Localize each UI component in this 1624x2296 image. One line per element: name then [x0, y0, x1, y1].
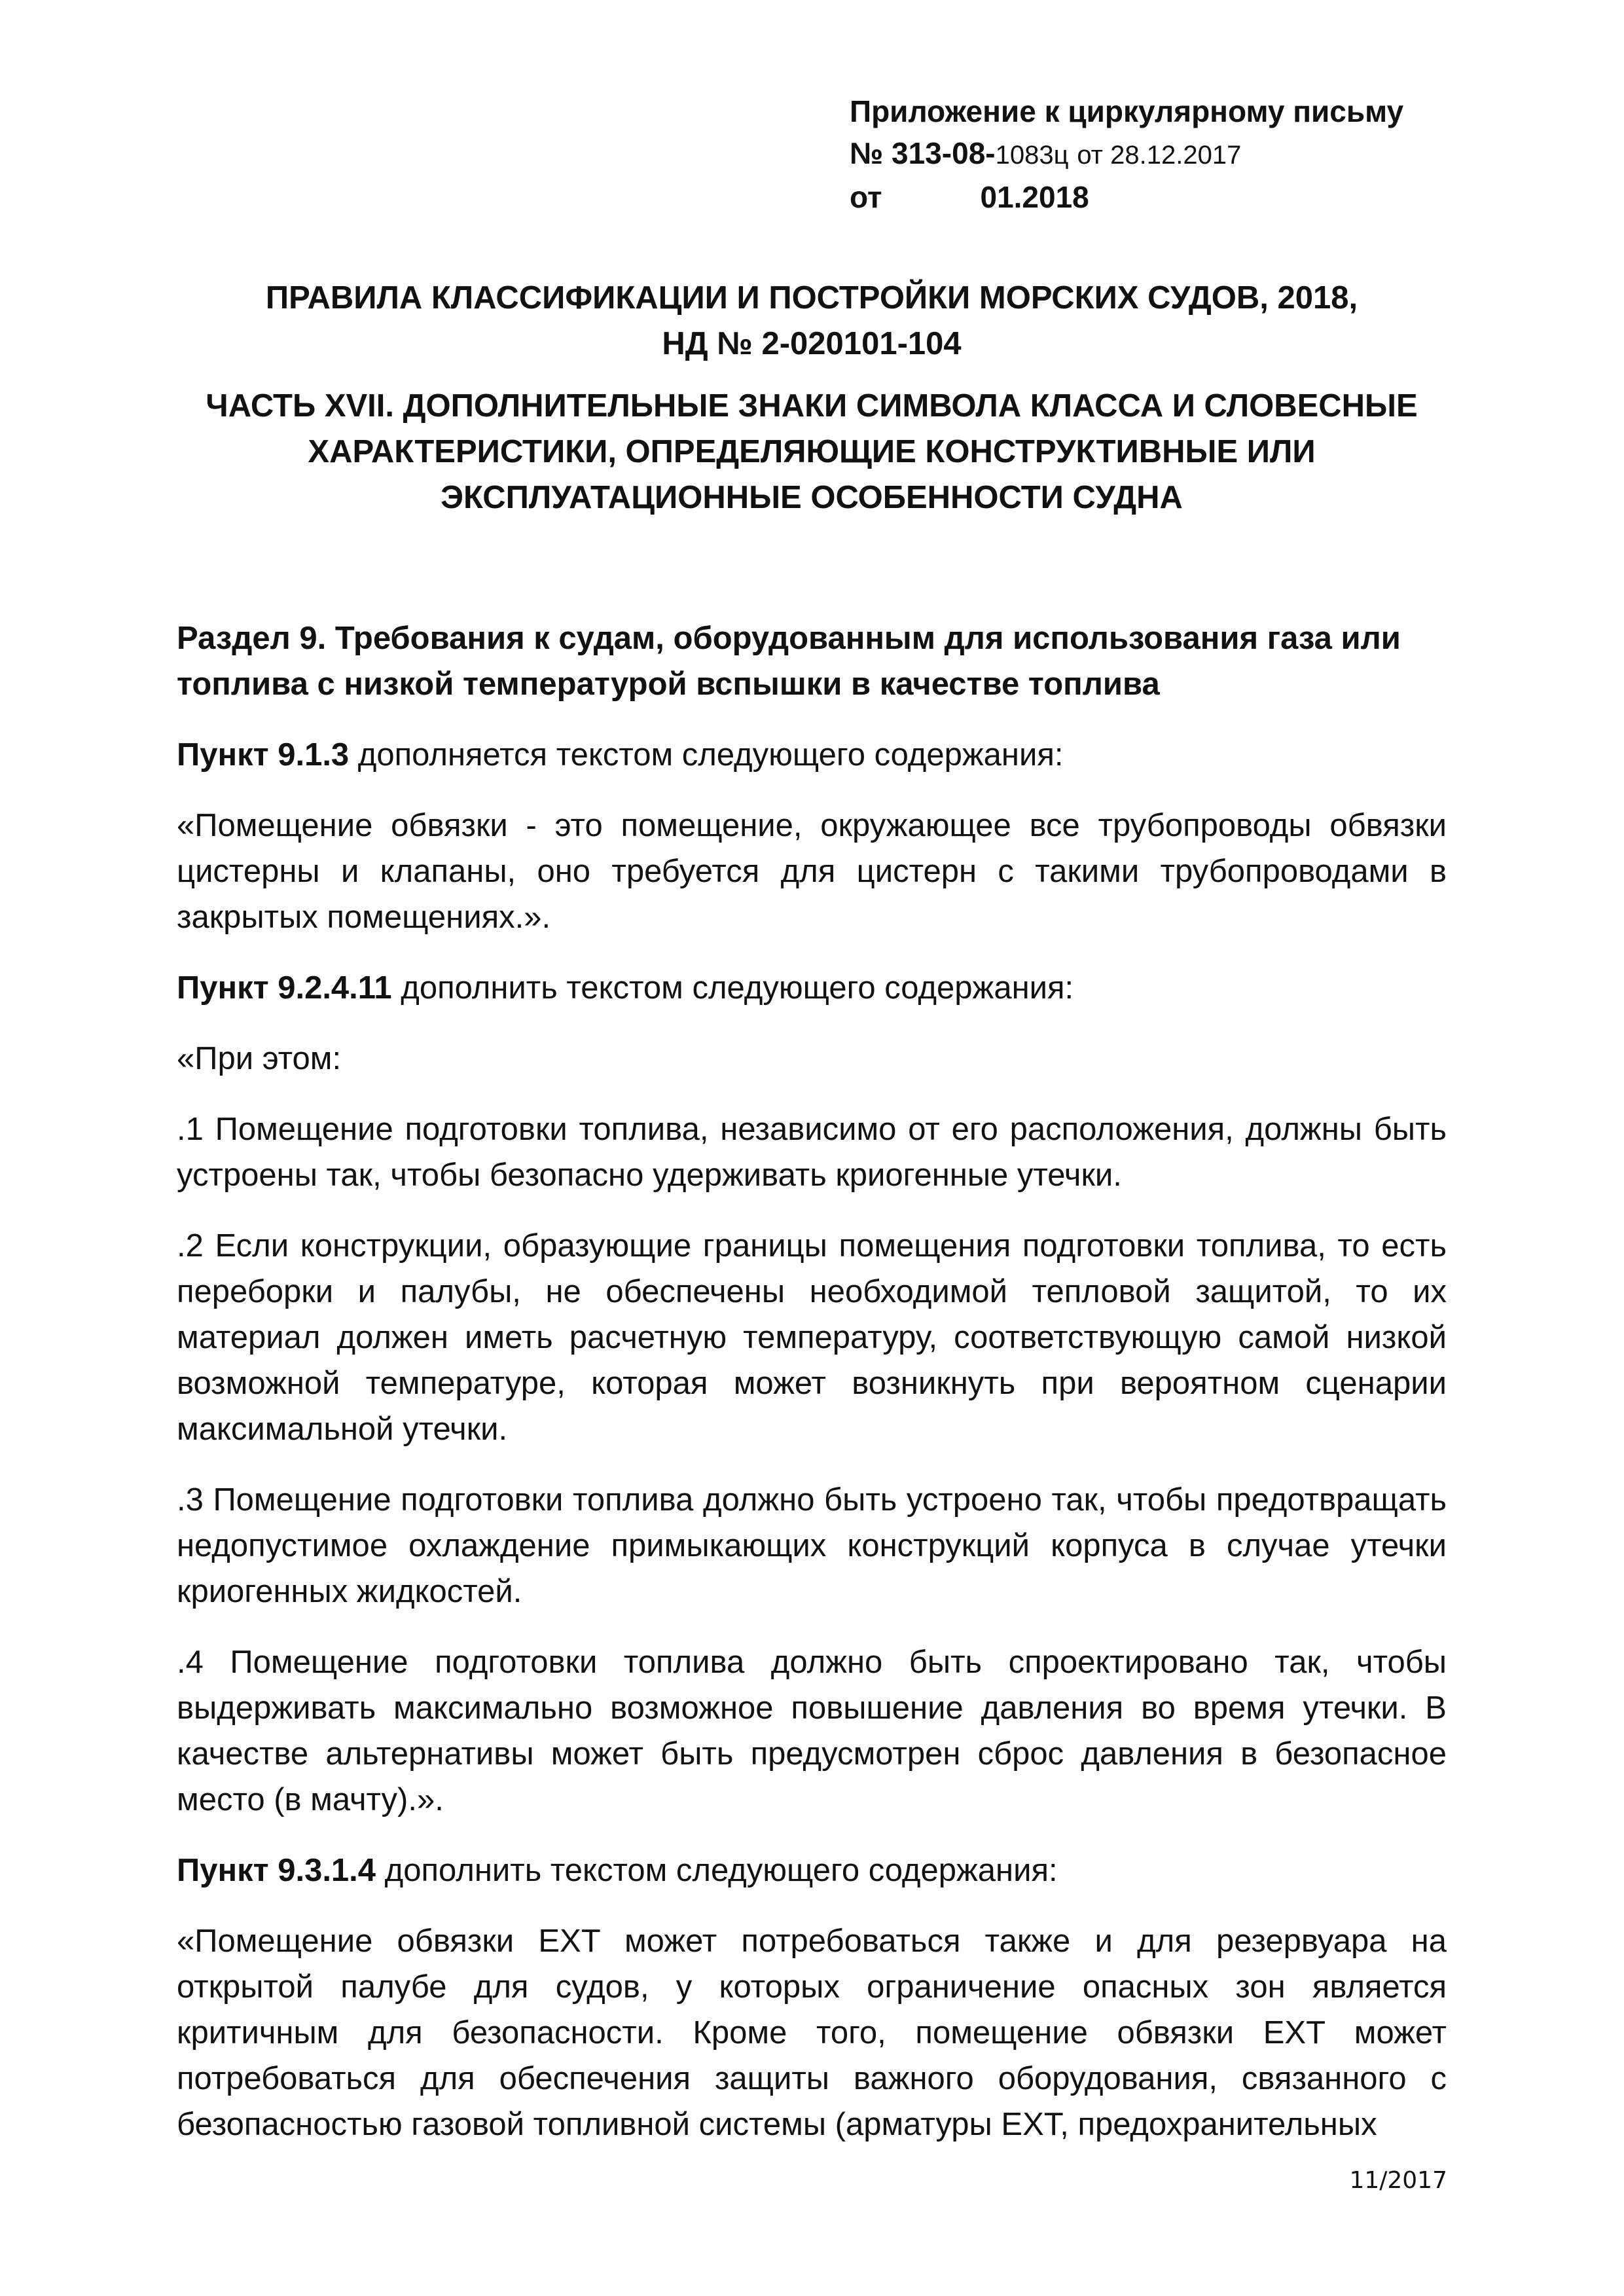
- section-heading-line-2: топлива с низкой температурой вспышки в качестве топлива: [177, 666, 1160, 702]
- letter-number-handwritten: 1083ц: [995, 141, 1069, 170]
- section-heading: [177, 615, 1447, 707]
- clause-ref-9-3-1-4: Пункт 9.3.1.4: [177, 1853, 376, 1888]
- part-title-line-3: ЭКСПЛУАТАЦИОННЫЕ ОСОБЕННОСТИ СУДНА: [441, 480, 1183, 515]
- paragraph-intro: «При этом:: [177, 1041, 342, 1076]
- part-title: [170, 383, 1453, 520]
- rules-title: [170, 275, 1453, 367]
- clause-ref-9-1-3: Пункт 9.1.3: [177, 737, 350, 773]
- paragraph-item-9-2-4-11: [177, 965, 1447, 1011]
- clause-text-9-2-4-11: дополнить текстом следующего содержания:: [391, 970, 1074, 1006]
- part-title-line-1: ЧАСТЬ XVII. ДОПОЛНИТЕЛЬНЫЕ ЗНАКИ СИМВОЛА КЛАССА И СЛОВЕСНЫЕ: [206, 388, 1418, 424]
- paragraph-ext-piping-room: «Помещение обвязки EXT может потребоваться также и для резервуара на открытой палубе для судов, у которых ограничение опасных зон является критичным для безопасности. Кроме того, помещение обвязки EXT может потребоваться для обеспечения защиты важного оборудования, связанного с безопасностью газовой топливной системы (арматуры EXT, предохранительных: [177, 1923, 1447, 2142]
- document-body: [177, 615, 1447, 2172]
- clause-text-9-1-3: дополняется текстом следующего содержания:: [349, 737, 1064, 773]
- paragraph-subitem-2: .2 Если конструкции, образующие границы помещения подготовки топлива, то есть переборки и палубы, не обеспечены необходимой тепловой защитой, то их материал должен иметь расчетную температуру, соответствующую самой низкой возможной температуре, которая может возникнуть при вероятном сценарии максимальной утечки.: [177, 1228, 1447, 1447]
- paragraph-subitem-3: .3 Помещение подготовки топлива должно быть устроено так, чтобы предотвращать недопустимое охлаждение примыкающих конструкций корпуса в случае утечки криогенных жидкостей.: [177, 1482, 1447, 1609]
- paragraph-definition-piping-room: «Помещение обвязки - это помещение, окружающее все трубопроводы обвязки цистерны и клапаны, оно требуется для цистерн с такими трубопроводами в закрытых помещениях.».: [177, 808, 1447, 935]
- letter-number-prefix: № 313-08-: [850, 136, 996, 170]
- page-footer-code: 11/2017: [1349, 2167, 1447, 2194]
- letter-date-handwritten: от 28.12.2017: [1077, 141, 1242, 170]
- letter-reference-header: [850, 90, 1504, 218]
- rules-title-line-1: ПРАВИЛА КЛАССИФИКАЦИИ И ПОСТРОЙКИ МОРСКИХ СУДОВ, 2018,: [265, 280, 1358, 316]
- clause-text-9-3-1-4: дополнить текстом следующего содержания:: [376, 1853, 1058, 1888]
- letter-number-line: [850, 132, 1504, 176]
- letter-date-prefix: от: [850, 180, 882, 214]
- letter-date-value: 01.2018: [980, 180, 1089, 214]
- paragraph-subitem-1: .1 Помещение подготовки топлива, независимо от его расположения, должны быть устроены так, чтобы безопасно удерживать криогенные утечки.: [177, 1112, 1447, 1193]
- paragraph-item-9-3-1-4: [177, 1848, 1447, 1893]
- section-heading-line-1: Раздел 9. Требования к судам, оборудованным для использования газа или: [177, 621, 1401, 656]
- appendix-caption: Приложение к циркулярному письму: [850, 94, 1404, 128]
- letter-date-line: [850, 176, 1504, 218]
- rules-title-line-2: НД № 2-020101-104: [662, 326, 962, 361]
- clause-ref-9-2-4-11: Пункт 9.2.4.11: [177, 970, 392, 1006]
- paragraph-subitem-4: .4 Помещение подготовки топлива должно быть спроектировано так, чтобы выдерживать максимально возможное повышение давления во время утечки. В качестве альтернативы может быть предусмотрен сброс давления в безопасное место (в мачту).».: [177, 1645, 1447, 1817]
- part-title-line-2: ХАРАКТЕРИСТИКИ, ОПРЕДЕЛЯЮЩИЕ КОНСТРУКТИВНЫЕ ИЛИ: [308, 434, 1316, 469]
- paragraph-item-9-1-3: [177, 732, 1447, 778]
